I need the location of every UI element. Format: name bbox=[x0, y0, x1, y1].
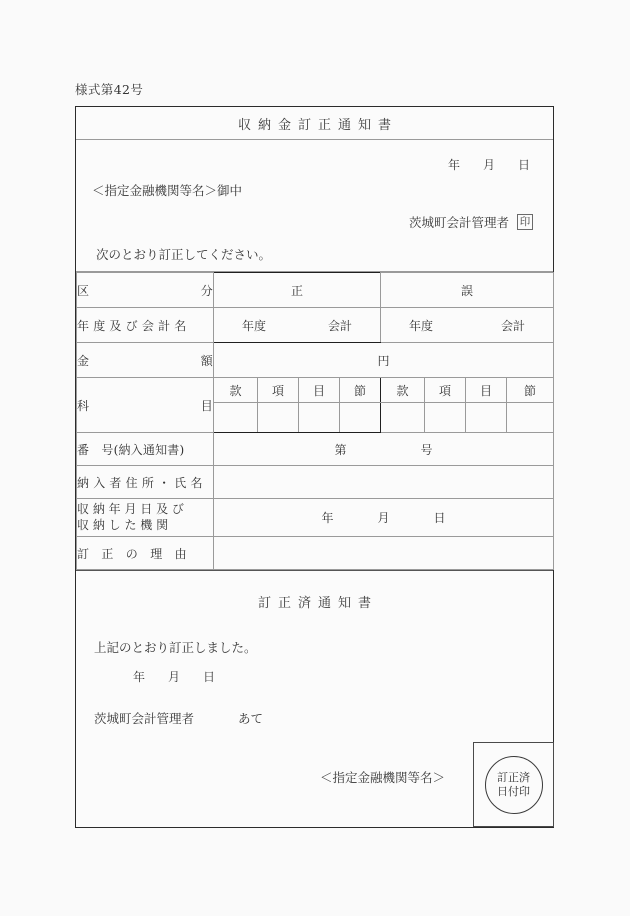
subject-label-right: 目 bbox=[200, 398, 213, 413]
subhead-incorrect-setsu: 節 bbox=[507, 378, 554, 403]
instruction-text: 次のとおり訂正してください。 bbox=[96, 247, 272, 262]
row-label-reason: 訂 正 の 理 由 bbox=[77, 537, 214, 570]
receipt-year-label: 年 bbox=[321, 511, 334, 525]
table-row-payer bbox=[77, 466, 554, 499]
confirmation-date-day: 日 bbox=[203, 670, 217, 684]
subhead-incorrect-moku: 目 bbox=[466, 378, 507, 403]
receipt-day-label: 日 bbox=[433, 511, 446, 525]
row-label-amount bbox=[77, 343, 214, 378]
issue-date-year: 年 bbox=[447, 158, 461, 172]
row-label-receipt-date bbox=[77, 499, 214, 537]
confirmation-date-year: 年 bbox=[133, 670, 147, 684]
issuer-name: 茨城町会計管理者 bbox=[408, 215, 509, 230]
addressee: ＜指定金融機関等名＞御中 bbox=[92, 183, 243, 198]
entry-correct-moku[interactable] bbox=[299, 403, 340, 433]
form-number: 様式第42号 bbox=[75, 82, 144, 97]
row-label-notice-number: 番 号(納入通知書) bbox=[77, 433, 214, 466]
incorrect-year-label: 年度 bbox=[409, 318, 434, 333]
issuer-row bbox=[409, 213, 533, 231]
notice-number-suffix: 号 bbox=[420, 442, 433, 457]
confirmation-block bbox=[76, 570, 553, 826]
issue-date-month: 月 bbox=[482, 158, 496, 172]
table-row-reason bbox=[77, 537, 554, 570]
document-title: 収納金訂正通知書 bbox=[237, 117, 398, 133]
header-cell-correct: 正 bbox=[214, 273, 381, 308]
amount-label-right: 額 bbox=[200, 353, 213, 368]
confirmation-bank-name: ＜指定金融機関等名＞ bbox=[320, 770, 446, 785]
subhead-correct-moku: 目 bbox=[299, 378, 340, 403]
table-row-notice-number bbox=[77, 433, 554, 466]
issue-date-day: 日 bbox=[517, 158, 531, 172]
header-cell-incorrect: 誤 bbox=[381, 273, 554, 308]
subhead-correct-kan: 款 bbox=[214, 378, 258, 403]
date-stamp-box[interactable] bbox=[473, 742, 554, 827]
notice-number-prefix: 第 bbox=[334, 442, 347, 457]
header-block bbox=[76, 140, 553, 272]
seal-stamp-icon: 印 bbox=[517, 214, 533, 230]
confirmation-statement: 上記のとおり訂正しました。 bbox=[94, 640, 257, 655]
entry-incorrect-moku[interactable] bbox=[466, 403, 507, 433]
cell-receipt-date[interactable] bbox=[214, 499, 554, 537]
confirmation-title: 訂正済通知書 bbox=[257, 596, 378, 611]
confirmation-date-month: 月 bbox=[168, 670, 182, 684]
entry-correct-setsu[interactable] bbox=[340, 403, 381, 433]
cell-notice-number[interactable] bbox=[214, 433, 554, 466]
entry-correct-ko[interactable] bbox=[258, 403, 299, 433]
cell-amount-unit: 円 bbox=[214, 343, 554, 378]
receipt-month-label: 月 bbox=[377, 511, 390, 525]
row-label-subject bbox=[77, 378, 214, 433]
date-stamp-circle-icon bbox=[485, 756, 543, 814]
confirmation-date-line bbox=[133, 668, 216, 685]
subject-label-left: 科 bbox=[77, 398, 90, 413]
entry-correct-kan[interactable] bbox=[214, 403, 258, 433]
category-label-left: 区 bbox=[77, 283, 90, 298]
correction-table bbox=[76, 272, 554, 570]
header-cell-category bbox=[77, 273, 214, 308]
table-row-fiscal-year bbox=[77, 308, 554, 343]
table-row-amount bbox=[77, 343, 554, 378]
stamp-text-line2: 日付印 bbox=[497, 784, 530, 798]
row-label-fiscal-year: 年 度 及 び 会 計 名 bbox=[77, 308, 214, 343]
entry-incorrect-kan[interactable] bbox=[381, 403, 425, 433]
receipt-label-line2: 収 納 し た 機 関 bbox=[77, 517, 169, 532]
title-band bbox=[76, 107, 553, 140]
confirmation-addressee bbox=[94, 709, 263, 727]
incorrect-account-label: 会計 bbox=[501, 318, 526, 333]
cell-incorrect-fiscal-year bbox=[381, 308, 554, 343]
table-row-subject-heads bbox=[77, 378, 554, 403]
category-label-right: 分 bbox=[200, 283, 213, 298]
stamp-text-line1: 訂正済 bbox=[497, 770, 530, 784]
confirmation-addressee-name: 茨城町会計管理者 bbox=[94, 711, 195, 726]
entry-incorrect-ko[interactable] bbox=[425, 403, 466, 433]
entry-incorrect-setsu[interactable] bbox=[507, 403, 554, 433]
subhead-incorrect-kan: 款 bbox=[381, 378, 425, 403]
row-label-payer: 納 入 者 住 所 ・ 氏 名 bbox=[77, 466, 214, 499]
issue-date-line bbox=[448, 156, 531, 173]
correct-account-label: 会計 bbox=[328, 318, 353, 333]
confirmation-addressee-suffix: あて bbox=[238, 711, 264, 726]
cell-reason-value[interactable] bbox=[214, 537, 554, 570]
document-frame bbox=[75, 106, 554, 828]
amount-label-left: 金 bbox=[77, 353, 90, 368]
cell-payer-value[interactable] bbox=[214, 466, 554, 499]
subhead-incorrect-ko: 項 bbox=[425, 378, 466, 403]
correct-year-label: 年度 bbox=[242, 318, 267, 333]
cell-correct-fiscal-year bbox=[214, 308, 381, 343]
table-row-receipt-date bbox=[77, 499, 554, 537]
table-head-row bbox=[77, 273, 554, 308]
subhead-correct-setsu: 節 bbox=[340, 378, 381, 403]
subhead-correct-ko: 項 bbox=[258, 378, 299, 403]
receipt-label-line1: 収 納 年 月 日 及 び bbox=[77, 501, 184, 516]
